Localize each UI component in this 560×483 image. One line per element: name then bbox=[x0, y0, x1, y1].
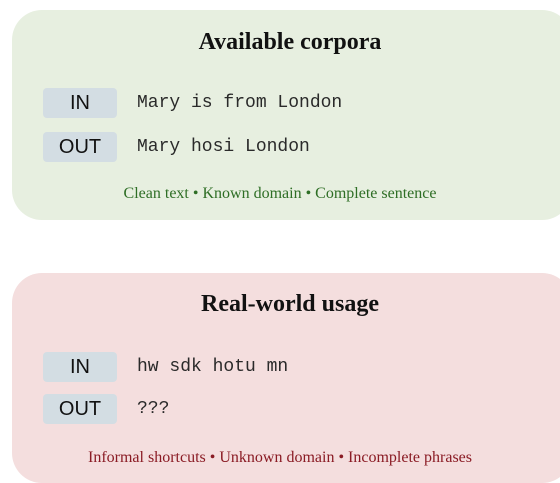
output-example: ??? bbox=[137, 399, 170, 419]
out-tag: OUT bbox=[43, 394, 117, 424]
panel-title: Available corpora bbox=[198, 29, 382, 55]
panel-caption: Informal shortcuts • Unknown domain • Incomplete phrases bbox=[87, 449, 472, 466]
panel-title: Real-world usage bbox=[201, 291, 379, 317]
panel-caption: Clean text • Known domain • Complete sentence bbox=[123, 185, 437, 202]
real-world-usage-panel bbox=[12, 273, 560, 483]
available-corpora-panel bbox=[12, 10, 560, 220]
output-example: Mary hosi London bbox=[137, 137, 310, 157]
in-tag: IN bbox=[43, 88, 117, 118]
input-example: Mary is from London bbox=[137, 93, 343, 113]
input-example: hw sdk hotu mn bbox=[137, 357, 289, 377]
in-tag: IN bbox=[43, 352, 117, 382]
out-tag: OUT bbox=[43, 132, 117, 162]
